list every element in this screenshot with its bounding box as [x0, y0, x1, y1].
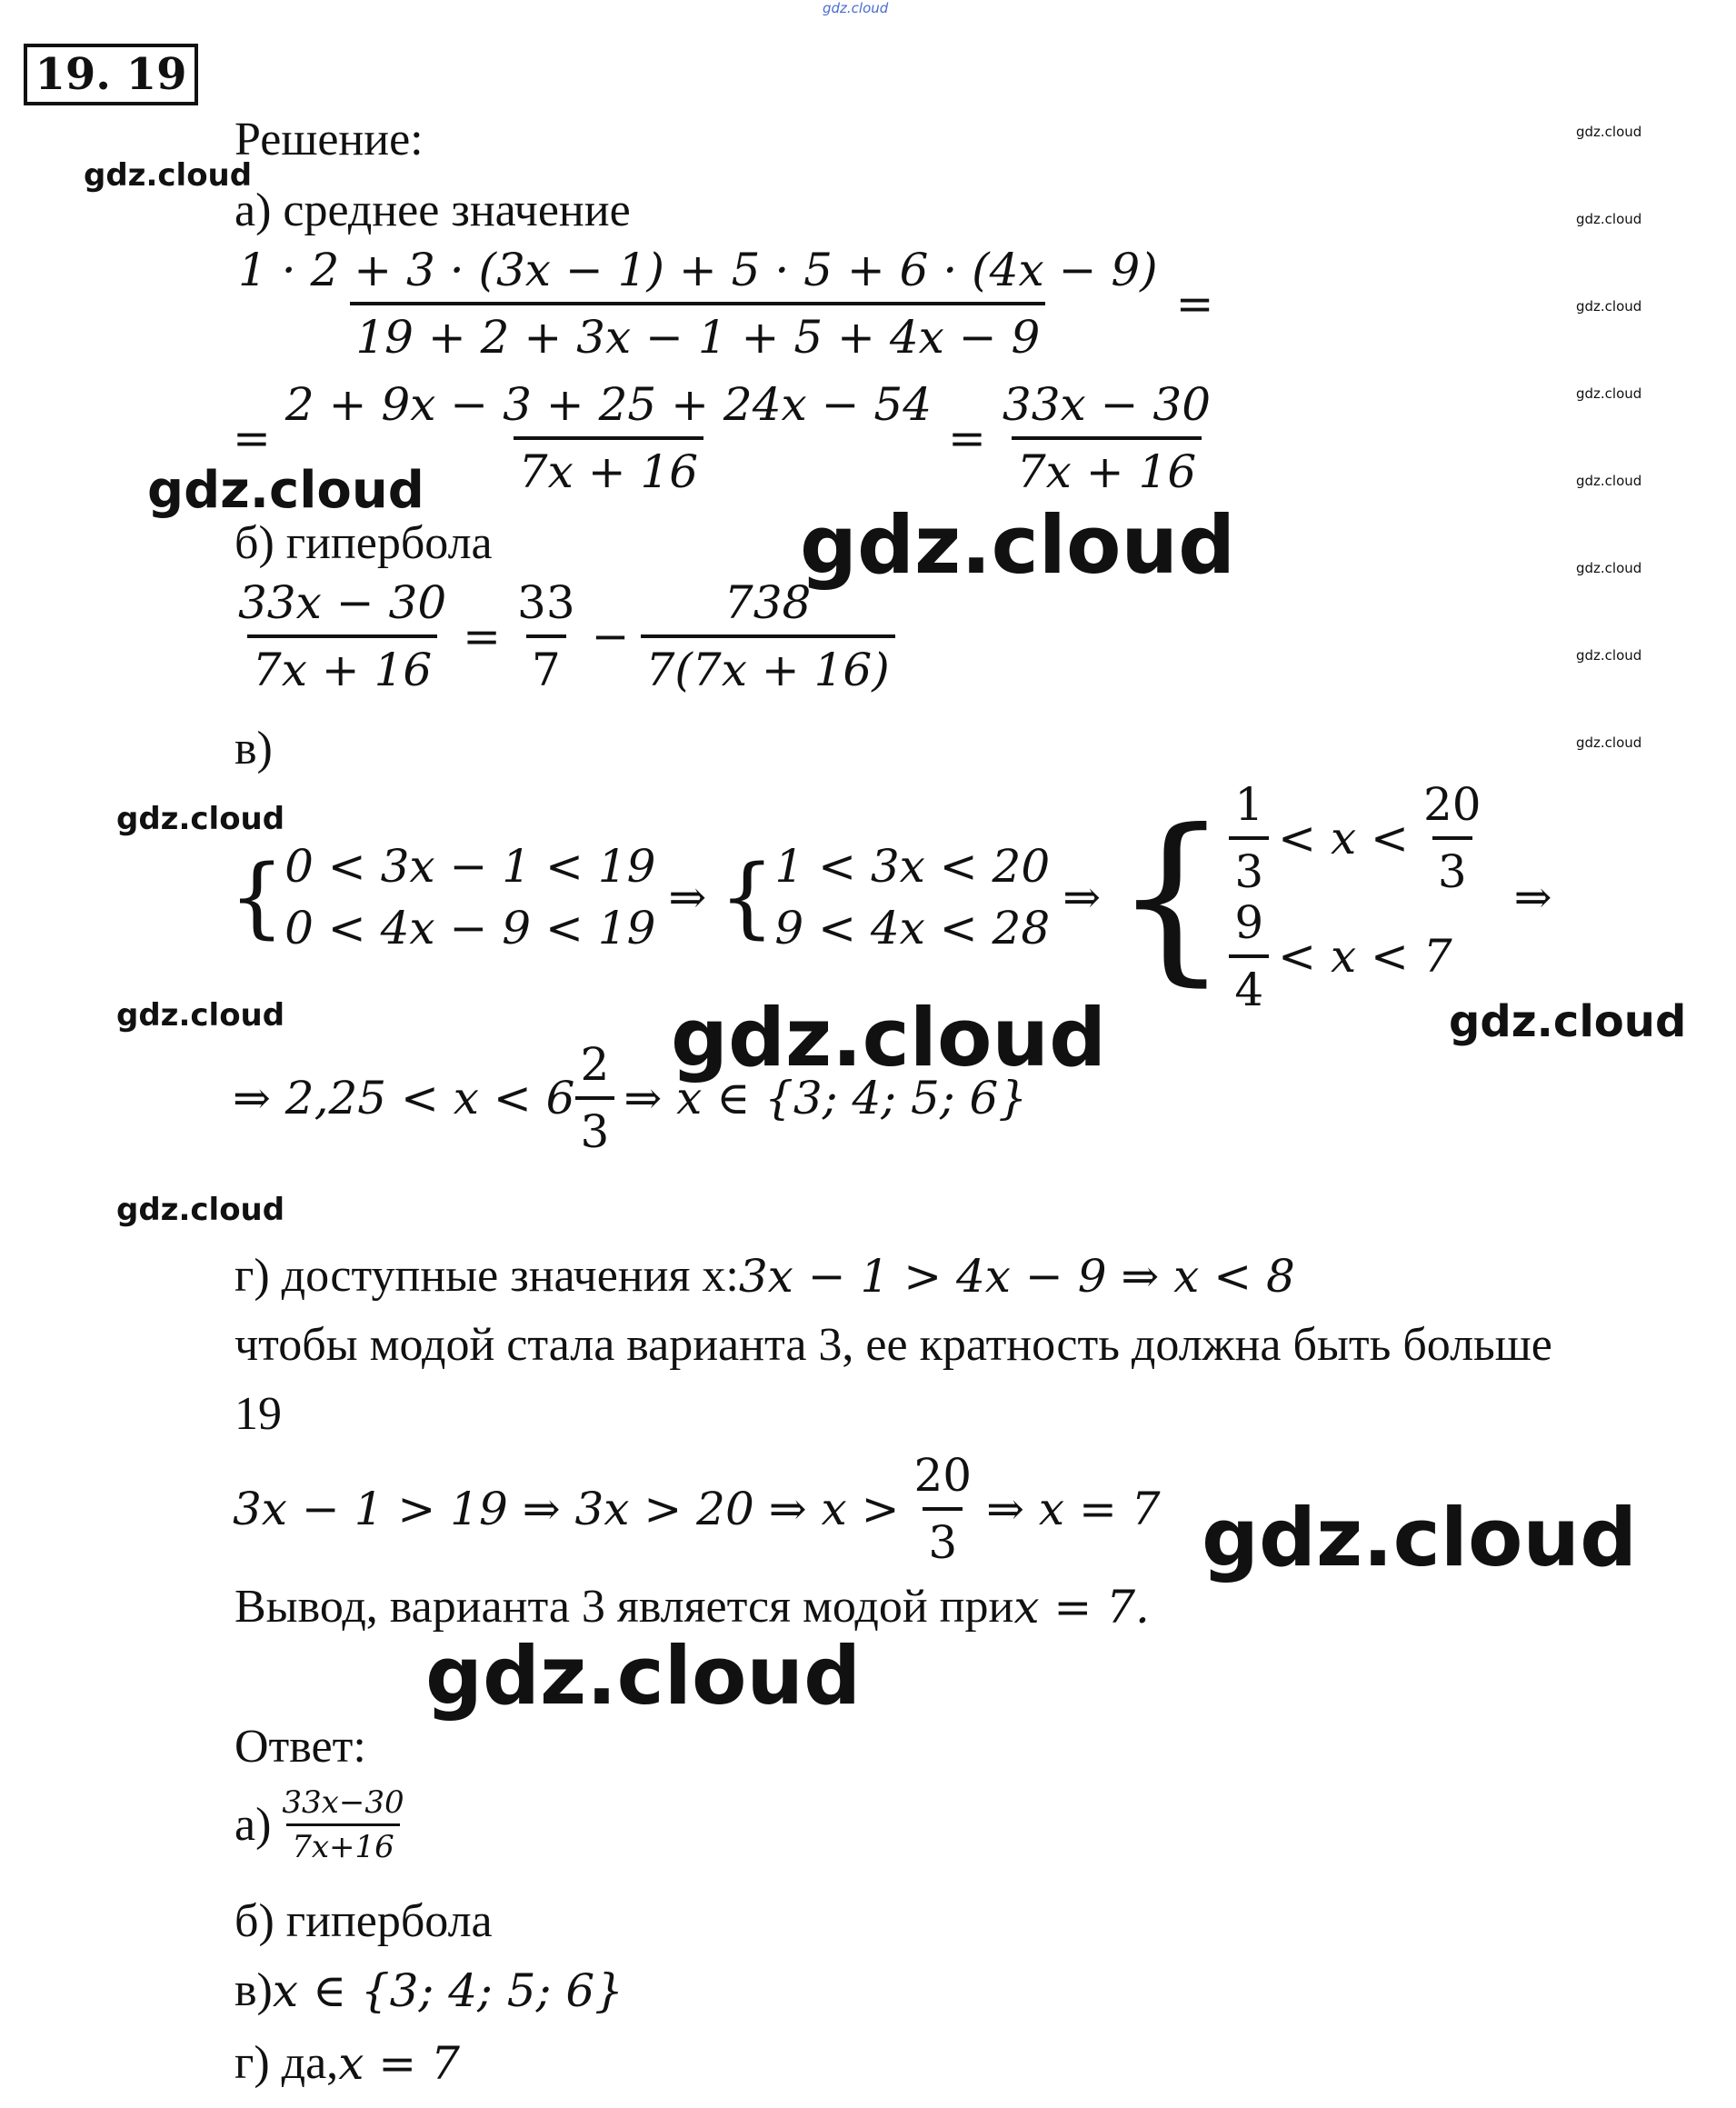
- part-v-label: в): [234, 723, 273, 774]
- system-1-line-2: 0 < 4x − 9 < 19: [284, 902, 656, 954]
- part-g-line-1: [234, 1250, 1295, 1303]
- conclusion-math: x = 7.: [1013, 1581, 1150, 1633]
- part-b-fraction-1: [233, 576, 452, 696]
- answer-g: [234, 2037, 460, 2090]
- watermark: gdz.cloud: [1576, 385, 1642, 402]
- watermark: gdz.cloud: [1202, 1491, 1638, 1584]
- inequality-middle: < x <: [1278, 812, 1409, 864]
- part-g-equation: [233, 1449, 1161, 1569]
- equation-suffix: ⇒ x = 7: [986, 1483, 1161, 1535]
- fraction-denominator: 7x + 16: [514, 436, 703, 495]
- part-g-line-2: чтобы модой стала варианта 3, ее кратность должна быть больше: [234, 1319, 1552, 1371]
- part-a-equation-1: [233, 244, 1214, 364]
- equals-sign: =: [233, 412, 271, 465]
- fraction-denominator: 7: [526, 634, 566, 693]
- inequality-rest: < x < 7: [1278, 930, 1452, 983]
- fraction-denominator: 7x + 16: [1012, 436, 1202, 495]
- system-2-line-2: 9 < 4x < 28: [774, 902, 1051, 954]
- part-a-label: а) среднее значение: [234, 185, 631, 236]
- fraction-numerator: 33x − 30: [1002, 378, 1212, 431]
- part-b-fraction-2: [512, 576, 581, 696]
- part-g-text: г) доступные значения х:: [234, 1250, 739, 1302]
- implies-arrow: ⇒: [1063, 871, 1102, 924]
- equation-fraction: [908, 1449, 977, 1569]
- fraction-denominator: 3: [1432, 836, 1472, 894]
- equals-sign: =: [948, 412, 986, 465]
- left-brace-icon: {: [1113, 791, 1230, 1003]
- solution-label: Решение:: [234, 114, 424, 165]
- watermark: gdz.cloud: [1576, 124, 1642, 140]
- part-a-fraction-1: [233, 244, 1163, 364]
- fraction: [1229, 896, 1269, 1016]
- watermark: gdz.cloud: [1576, 211, 1642, 227]
- watermark: gdz.cloud: [1576, 734, 1642, 751]
- fraction-numerator: 738: [723, 576, 812, 629]
- part-g-math: 3x − 1 > 4x − 9 ⇒ x < 8: [738, 1250, 1295, 1303]
- system-2: [774, 835, 1050, 959]
- fraction-denominator: 7x + 16: [247, 634, 437, 693]
- answer-label: Ответ:: [234, 1721, 366, 1773]
- fraction-numerator: 20: [1422, 778, 1482, 831]
- equals-sign: =: [1175, 277, 1214, 330]
- conclusion-text: Вывод, варианта 3 является модой при: [234, 1581, 1014, 1633]
- watermark: gdz.cloud: [800, 498, 1236, 592]
- watermark: gdz.cloud: [116, 801, 285, 837]
- equals-sign: =: [463, 610, 502, 663]
- answer-a: [234, 1784, 410, 1865]
- fraction-denominator: 19 + 2 + 3x − 1 + 5 + 4x − 9: [350, 302, 1045, 360]
- fraction-denominator: 4: [1229, 954, 1269, 1013]
- answer-a-fraction: [276, 1784, 409, 1865]
- fraction-denominator: 7x+16: [286, 1823, 400, 1863]
- fraction-denominator: 3: [923, 1507, 963, 1565]
- answer-v-label: в): [234, 1964, 273, 2016]
- fraction-denominator: 3: [1229, 836, 1269, 894]
- answer-a-label: а): [234, 1798, 272, 1851]
- answer-g-math: x = 7: [338, 2037, 460, 2090]
- fraction-numerator: 2 + 9x − 3 + 25 + 24x − 54: [284, 378, 933, 431]
- system-1: [284, 835, 655, 959]
- fraction: [1229, 778, 1269, 898]
- part-g-conclusion: [234, 1583, 1150, 1631]
- header-watermark: gdz.cloud: [823, 0, 889, 16]
- answer-b: б) гипербола: [234, 1895, 493, 1947]
- part-b-fraction-3: [641, 576, 895, 696]
- watermark: gdz.cloud: [116, 1192, 285, 1228]
- part-b-equation: [233, 576, 895, 696]
- implies-arrow: ⇒: [1513, 871, 1552, 924]
- system-1-line-1: 0 < 3x − 1 < 19: [284, 840, 656, 893]
- fraction-denominator: 3: [575, 1096, 615, 1154]
- fraction-numerator: 33x−30: [282, 1784, 404, 1821]
- watermark: gdz.cloud: [1576, 298, 1642, 315]
- fraction-numerator: 2: [580, 1038, 610, 1091]
- minus-sign: −: [591, 610, 630, 663]
- result-suffix: ⇒ x ∈ {3; 4; 5; 6}: [624, 1072, 1028, 1124]
- fraction-numerator: 1: [1234, 778, 1264, 831]
- implies-arrow: ⇒: [668, 871, 707, 924]
- watermark: gdz.cloud: [1576, 647, 1642, 664]
- watermark: gdz.cloud: [671, 991, 1107, 1084]
- answer-v: [234, 1964, 624, 2017]
- watermark: gdz.cloud: [1449, 996, 1687, 1047]
- system-2-line-1: 1 < 3x < 20: [774, 840, 1051, 893]
- watermark: gdz.cloud: [425, 1629, 862, 1723]
- fraction-numerator: 20: [913, 1449, 973, 1502]
- result-prefix: ⇒ 2,25 < x < 6: [233, 1072, 575, 1124]
- watermark: gdz.cloud: [1576, 560, 1642, 576]
- fraction-numerator: 33: [517, 576, 575, 629]
- watermark: gdz.cloud: [84, 157, 253, 194]
- part-b-label: б) гипербола: [234, 517, 493, 569]
- left-brace-icon: {: [719, 846, 775, 948]
- problem-number: 19. 19: [24, 44, 198, 105]
- watermark: gdz.cloud: [116, 997, 285, 1034]
- part-a-fraction-3: [997, 378, 1216, 498]
- answer-v-math: x ∈ {3; 4; 5; 6}: [272, 1964, 624, 2017]
- part-v-system: [229, 778, 1552, 1016]
- fraction: [1418, 778, 1487, 898]
- system-3-line-1: [1229, 778, 1486, 898]
- watermark: gdz.cloud: [1576, 473, 1642, 489]
- equation-prefix: 3x − 1 > 19 ⇒ 3x > 20 ⇒ x >: [233, 1483, 900, 1535]
- system-3: [1229, 778, 1486, 1016]
- part-g-line-3: 19: [234, 1388, 282, 1440]
- fraction-denominator: 7(7x + 16): [641, 634, 895, 693]
- answer-g-label: г) да,: [234, 2037, 339, 2089]
- fraction-numerator: 9: [1234, 896, 1264, 949]
- watermark: gdz.cloud: [147, 461, 424, 520]
- fraction-numerator: 1 · 2 + 3 · (3x − 1) + 5 · 5 + 6 · (4x − 9): [238, 244, 1158, 296]
- fraction-numerator: 33x − 30: [238, 576, 447, 629]
- result-fraction: [575, 1038, 615, 1158]
- left-brace-icon: {: [229, 846, 285, 948]
